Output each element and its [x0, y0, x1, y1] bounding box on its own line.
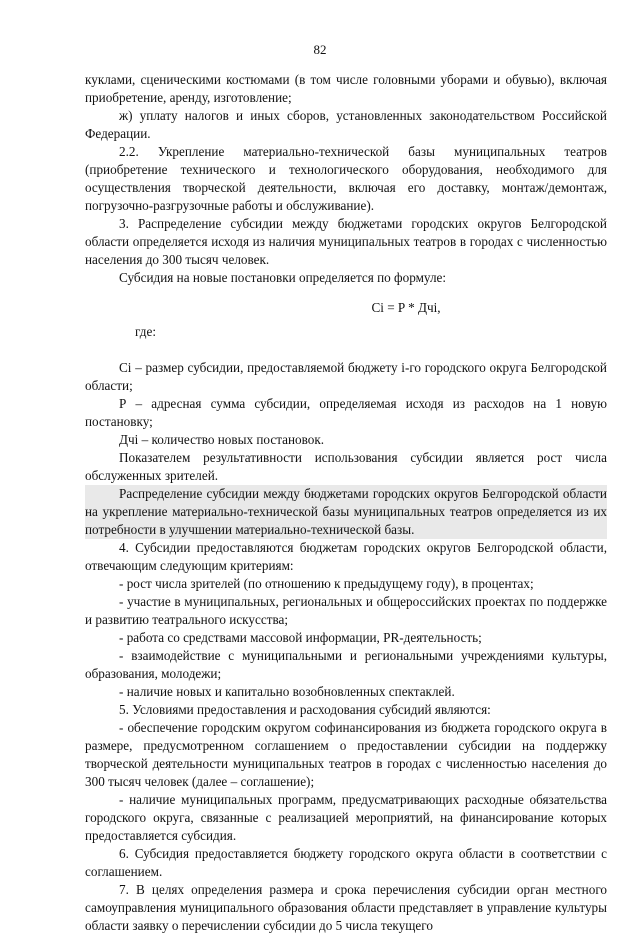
list-item: - рост числа зрителей (по отношению к предыдущему году), в процентах;: [119, 576, 534, 591]
list-item: - взаимодействие с муниципальными и региональными учреждениями культуры, образования, молодежи;: [85, 648, 607, 681]
page-number: 82: [313, 42, 327, 57]
paragraph: Р – адресная сумма субсидии, определяемая исходя из расходов на 1 новую постановку;: [85, 396, 607, 429]
paragraph: 7. В целях определения размера и срока перечисления субсидии орган местного самоуправления муниципального образования области представляет в управление культуры области заявку о перечислении субсидии до 5 числа текущего: [85, 882, 607, 933]
list-item: - участие в муниципальных, региональных и общероссийских проектах по поддержке и развитию театрального искусства;: [85, 594, 607, 627]
list-item: - наличие новых и капитально возобновленных спектаклей.: [119, 684, 455, 699]
paragraph: 3. Распределение субсидии между бюджетами городских округов Белгородской области определяется исходя из наличия муниципальных театров в городах с численностью населения до 300 тысяч человек.: [85, 216, 607, 267]
list-item: - обеспечение городским округом софинансирования из бюджета городского округа в размере, предусмотренном соглашением о предоставлении субсидии на поддержку творческой деятельности муниципальных театров в городах с численностью населения до 300 тысяч человек (далее – соглашение);: [85, 720, 607, 789]
formula: Ci = P * Дчi,: [371, 300, 441, 315]
document-body: [85, 71, 607, 935]
formula-where-label: где:: [135, 324, 156, 339]
paragraph: 2.2. Укрепление материально-технической базы муниципальных театров (приобретение технического и технологического оборудования, необходимого для осуществления творческой деятельности, включая его доставку, монтаж/демонтаж, погрузочно-разгрузочные работы и обслуживание).: [85, 144, 607, 213]
paragraph: 6. Субсидия предоставляется бюджету городского округа области в соответствии с соглашением.: [85, 846, 607, 879]
paragraph: Ci – размер субсидии, предоставляемой бюджету i-го городского округа Белгородской области;: [85, 360, 607, 393]
list-item: - наличие муниципальных программ, предусматривающих расходные обязательства городского округа, связанные с реализацией мероприятий, на финансирование которых предоставляется субсидия.: [85, 792, 607, 843]
paragraph: Показателем результативности использования субсидии является рост числа обслуженных зрителей.: [85, 450, 607, 483]
paragraph: 4. Субсидии предоставляются бюджетам городских округов Белгородской области, отвечающим следующим критериям:: [85, 540, 607, 573]
paragraph-highlighted: Распределение субсидии между бюджетами городских округов Белгородской области на укрепление материально-технической базы муниципальных театров определяется из их потребности в улучшении материально-технической базы.: [85, 486, 607, 537]
list-item: - работа со средствами массовой информации, PR-деятельность;: [119, 630, 482, 645]
paragraph: 5. Условиями предоставления и расходования субсидий являются:: [119, 702, 491, 717]
paragraph: куклами, сценическими костюмами (в том числе головными уборами и обувью), включая приобретение, аренду, изготовление;: [85, 72, 607, 105]
paragraph: Дчi – количество новых постановок.: [119, 432, 325, 447]
paragraph: ж) уплату налогов и иных сборов, установленных законодательством Российской Федерации.: [85, 108, 607, 141]
paragraph: Субсидия на новые постановки определяется по формуле:: [119, 270, 447, 285]
